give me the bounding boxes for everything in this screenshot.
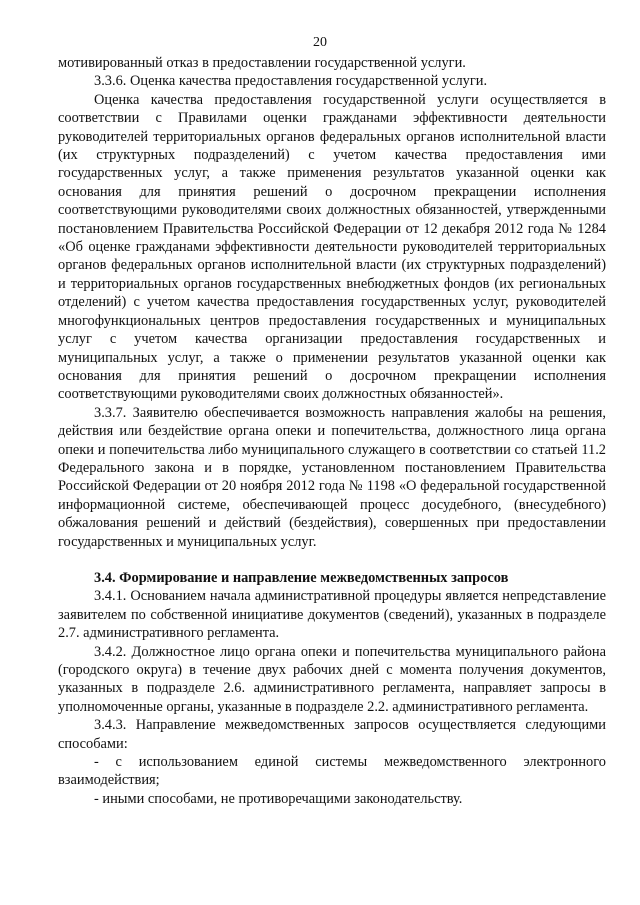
page-number: 20	[313, 35, 327, 50]
paragraph-3-3-6: 3.3.6. Оценка качества предоставления государственной услуги.	[94, 73, 488, 90]
section-heading-3-4: 3.4. Формирование и направление межведомственных запросов	[94, 569, 509, 586]
list-item-electronic-system: - с использованием единой системы межведомственного электронного взаимодействия;	[58, 754, 606, 789]
paragraph-3-4-3: 3.4.3. Направление межведомственных запросов осуществляется следующими способами:	[58, 717, 606, 752]
list-item-other-methods: - иными способами, не противоречащими законодательству.	[94, 790, 463, 807]
document-body	[58, 54, 606, 808]
paragraph-3-4-2: 3.4.2. Должностное лицо органа опеки и попечительства муниципального района (городского округа) в течение двух рабочих дней с момента получения документов, указанных в подразделе 2.6. административного регламента, направляет запросы в уполномоченные органы, указанные в подразделе 2.2. административного регламента.	[58, 643, 606, 715]
paragraph-3-3-7: 3.3.7. Заявителю обеспечивается возможность направления жалобы на решения, действия или бездействие органа опеки и попечительства, должностного лица органа опеки и попечительства либо муниципального служащего в соответствии со статьей 11.2 Федерального закона и в порядке, установленном постановлением Правительства Российской Федерации от 20 ноября 2012 года № 1198 «О федеральной государственной информационной системе, обеспечивающей процесс досудебного, (внесудебного) обжалования решений и действий (бездействия), совершенных при предоставлении государственных и муниципальных услуг.	[58, 404, 606, 550]
paragraph-3-4-1: 3.4.1. Основанием начала административной процедуры является непредставление заявителем по собственной инициативе документов (сведений), указанных в подразделе 2.7. административного регламента.	[58, 588, 606, 642]
paragraph-refusal-continuation: мотивированный отказ в предоставлении государственной услуги.	[58, 55, 466, 71]
paragraph-quality-assessment: Оценка качества предоставления государственной услуги осуществляется в соответствии с Правилами оценки гражданами эффективности деятельности руководителей территориальных органов федеральных органов исполнительной власти (их структурных подразделений) с учетом качества предоставления ими государственных услуг, а также применения результатов указанной оценки как основания для принятия решений о досрочном прекращении исполнения соответствующими руководителями своих должностных обязанностей, утвержденными постановлением Правительства Российской Федерации от 12 декабря 2012 года № 1284 «Об оценке гражданами эффективности деятельности руководителей территориальных органов федеральных органов исполнительной власти (их структурных подразделений) и территориальных органов государственных внебюджетных фондов (их региональных отделений) с учетом качества предоставления государственных услуг, руководителей многофункциональных центров предоставления государственных и муниципальных услуг с учетом качества организации предоставления государственных и муниципальных услуг, а также о применении результатов указанной оценки как основания для принятия решений о досрочном прекращении исполнения соответствующими руководителями своих должностных обязанностей».	[58, 91, 606, 403]
